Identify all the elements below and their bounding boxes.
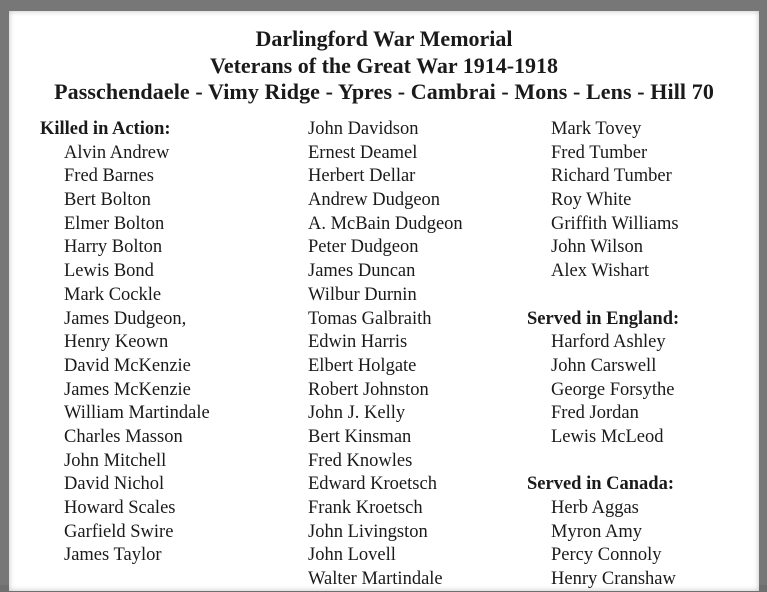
name-entry: Charles Masson — [64, 426, 183, 447]
name-entry: William Martindale — [64, 403, 210, 424]
name-entry: Garfield Swire — [64, 521, 174, 542]
name-entry: Edwin Harris — [308, 332, 408, 353]
column-killed-in-action — [40, 118, 210, 568]
name-entry: John Livingston — [308, 521, 428, 542]
column-right — [527, 118, 679, 592]
name-entry: George Forsythe — [551, 379, 675, 400]
name-entry: Alex Wishart — [551, 261, 650, 282]
name-entry: Mark Cockle — [64, 284, 162, 305]
name-entry: Alvin Andrew — [64, 142, 170, 163]
name-entry: Walter Martindale — [308, 569, 443, 590]
section-heading-killed-in-action: Killed in Action: — [40, 119, 171, 139]
name-entry: Edward Kroetsch — [308, 474, 437, 495]
battles-line: Passchendaele - Vimy Ridge - Ypres - Cambrai - Mons - Lens - Hill 70 — [54, 79, 714, 104]
name-entry: Elmer Bolton — [64, 213, 165, 234]
memorial-document — [9, 11, 759, 591]
name-entry: Elbert Holgate — [308, 355, 417, 376]
name-entry: Harford Ashley — [551, 332, 666, 353]
name-entry: Griffith Williams — [551, 213, 679, 234]
name-entry: Lewis McLeod — [551, 426, 664, 447]
name-entry: Mark Tovey — [551, 119, 642, 139]
name-entry: John Davidson — [308, 119, 419, 139]
name-entry: James Dudgeon, — [64, 308, 187, 329]
name-entry: James Taylor — [64, 545, 162, 566]
name-entry: John Lovell — [308, 545, 396, 566]
name-entry: Percy Connoly — [551, 545, 662, 566]
name-entry: Fred Jordan — [551, 403, 639, 424]
section-heading-served-in-canada: Served in Canada: — [527, 474, 674, 495]
name-entry: Myron Amy — [551, 521, 642, 542]
name-entry: Wilbur Durnin — [308, 284, 417, 305]
name-entry: Lewis Bond — [64, 261, 154, 282]
name-entry: Bert Bolton — [64, 190, 151, 211]
section-spacer — [527, 450, 679, 474]
name-entry: Herb Aggas — [551, 498, 639, 518]
name-entry: Andrew Dudgeon — [308, 190, 441, 211]
name-entry: Bert Kinsman — [308, 426, 412, 447]
name-entry: James Duncan — [308, 261, 416, 282]
name-entry: Fred Knowles — [308, 450, 413, 471]
column-killed-in-action-continued — [308, 118, 463, 592]
name-entry: David McKenzie — [64, 355, 191, 376]
name-entry: Robert Johnston — [308, 379, 429, 400]
name-entry: John Carswell — [551, 355, 657, 376]
name-entry: David Nichol — [64, 474, 165, 495]
section-heading-served-in-england: Served in England: — [527, 308, 680, 329]
name-entry: Henry Cranshaw — [551, 569, 676, 590]
name-entry: Howard Scales — [64, 498, 176, 518]
name-entry: Harry Bolton — [64, 237, 163, 258]
name-entry: Peter Dudgeon — [308, 237, 419, 258]
name-entry: John Mitchell — [64, 450, 167, 471]
name-entry: John J. Kelly — [308, 403, 406, 424]
name-entry: Fred Barnes — [64, 166, 154, 187]
name-entry: Roy White — [551, 190, 632, 211]
name-entry: Tomas Galbraith — [308, 308, 432, 329]
memorial-subtitle: Veterans of the Great War 1914-1918 — [209, 53, 559, 78]
name-entry: James McKenzie — [64, 379, 191, 400]
name-entry: Ernest Deamel — [308, 142, 418, 163]
name-entry: Henry Keown — [64, 332, 169, 353]
name-entry: John Wilson — [551, 237, 643, 258]
name-entry: Frank Kroetsch — [308, 498, 423, 518]
name-entry: A. McBain Dudgeon — [308, 213, 463, 234]
name-entry: Herbert Dellar — [308, 166, 416, 187]
memorial-title: Darlingford War Memorial — [255, 26, 513, 51]
section-spacer — [527, 284, 679, 308]
name-entry: Richard Tumber — [551, 166, 672, 187]
name-entry: Fred Tumber — [551, 142, 648, 163]
